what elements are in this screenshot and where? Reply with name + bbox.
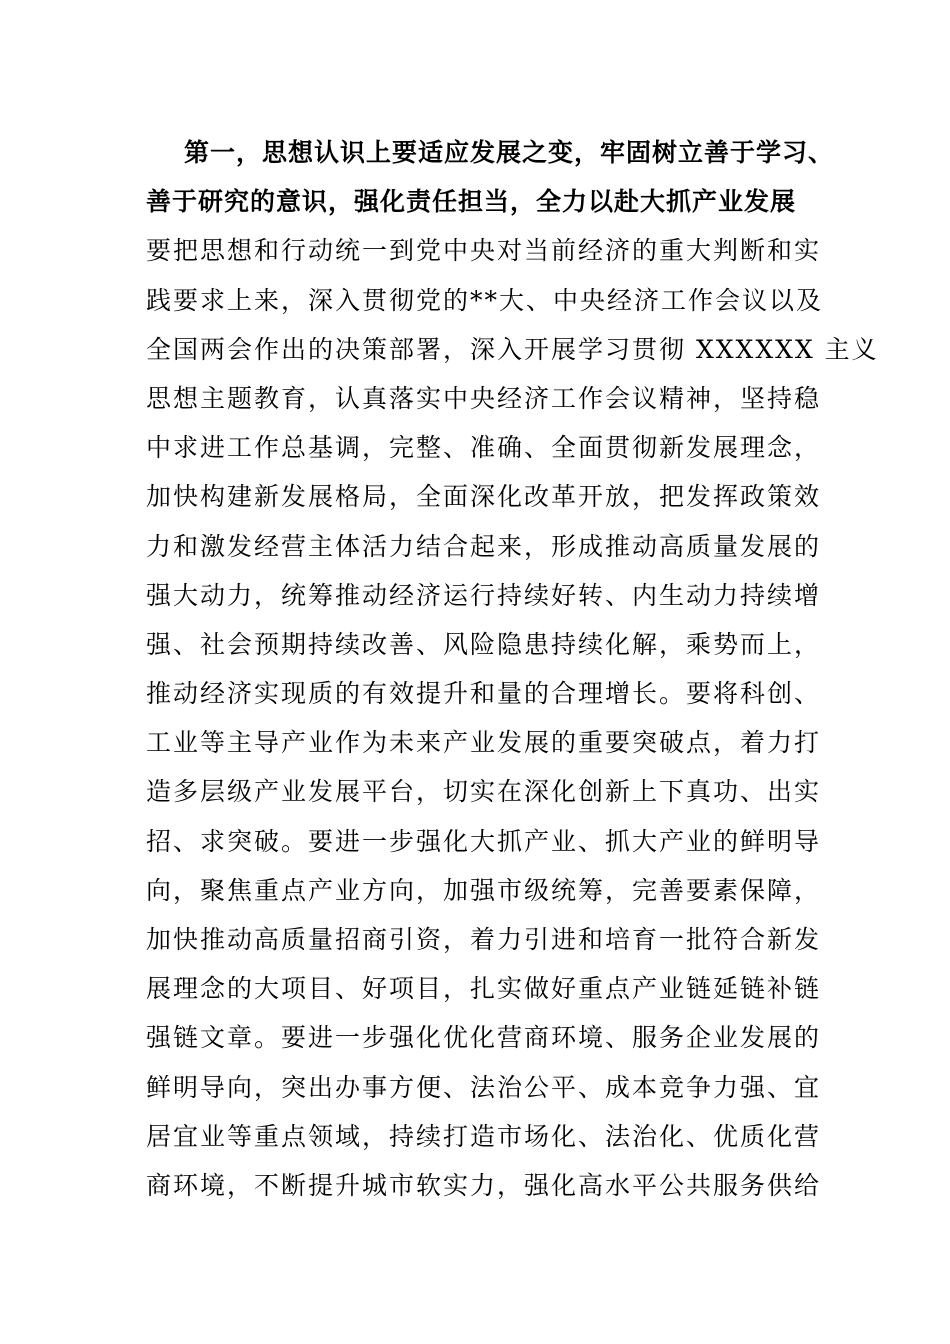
paragraph-line: 思想主题教育，认真落实中央经济工作会议精神，坚持稳 (146, 383, 822, 413)
paragraph-line: 全国两会作出的决策部署，深入开展学习贯彻 XXXXXX 主义 (146, 334, 879, 364)
paragraph-line: 加快构建新发展格局，全面深化改革开放，把发挥政策效 (146, 482, 822, 512)
paragraph-line: 践要求上来，深入贯彻党的**大、中央经济工作会议以及 (146, 285, 824, 315)
paragraph-line: 鲜明导向，突出办事方便、法治公平、成本竞争力强、宜 (146, 1072, 822, 1102)
paragraph-line: 强、社会预期持续改善、风险隐患持续化解，乘势而上， (146, 629, 822, 659)
paragraph-line: 向，聚焦重点产业方向，加强市级统筹，完善要素保障， (146, 875, 822, 905)
paragraph-line: 要把思想和行动统一到党中央对当前经济的重大判断和实 (146, 236, 822, 266)
paragraph-line: 居宜业等重点领域，持续打造市场化、法治化、优质化营 (146, 1121, 822, 1151)
paragraph-line: 强大动力，统筹推动经济运行持续好转、内生动力持续增 (146, 580, 822, 610)
paragraph-line: 工业等主导产业作为未来产业发展的重要突破点，着力打 (146, 728, 822, 758)
paragraph-line: 推动经济实现质的有效提升和量的合理增长。要将科创、 (146, 679, 822, 709)
paragraph-line: 造多层级产业发展平台，切实在深化创新上下真功、出实 (146, 777, 822, 807)
section-heading-line-1: 第一，思想认识上要适应发展之变，牢固树立善于学习、 (184, 138, 835, 167)
paragraph-line: 展理念的大项目、好项目，扎实做好重点产业链延链补链 (146, 974, 822, 1004)
paragraph-line: 力和激发经营主体活力结合起来，形成推动高质量发展的 (146, 531, 822, 561)
paragraph-line: 招、求突破。要进一步强化大抓产业、抓大产业的鲜明导 (146, 826, 822, 856)
document-body (146, 128, 879, 1210)
paragraph-line: 加快推动高质量招商引资，着力引进和培育一批符合新发 (146, 925, 822, 954)
paragraph-line: 中求进工作总基调，完整、准确、全面贯彻新发展理念， (146, 433, 822, 463)
section-heading-line-2: 善于研究的意识，强化责任担当，全力以赴大抓产业发展 (146, 187, 797, 217)
paragraph-line: 商环境，不断提升城市软实力，强化高水平公共服务供给 (146, 1170, 822, 1200)
paragraph-line: 强链文章。要进一步强化优化营商环境、服务企业发展的 (146, 1023, 822, 1053)
